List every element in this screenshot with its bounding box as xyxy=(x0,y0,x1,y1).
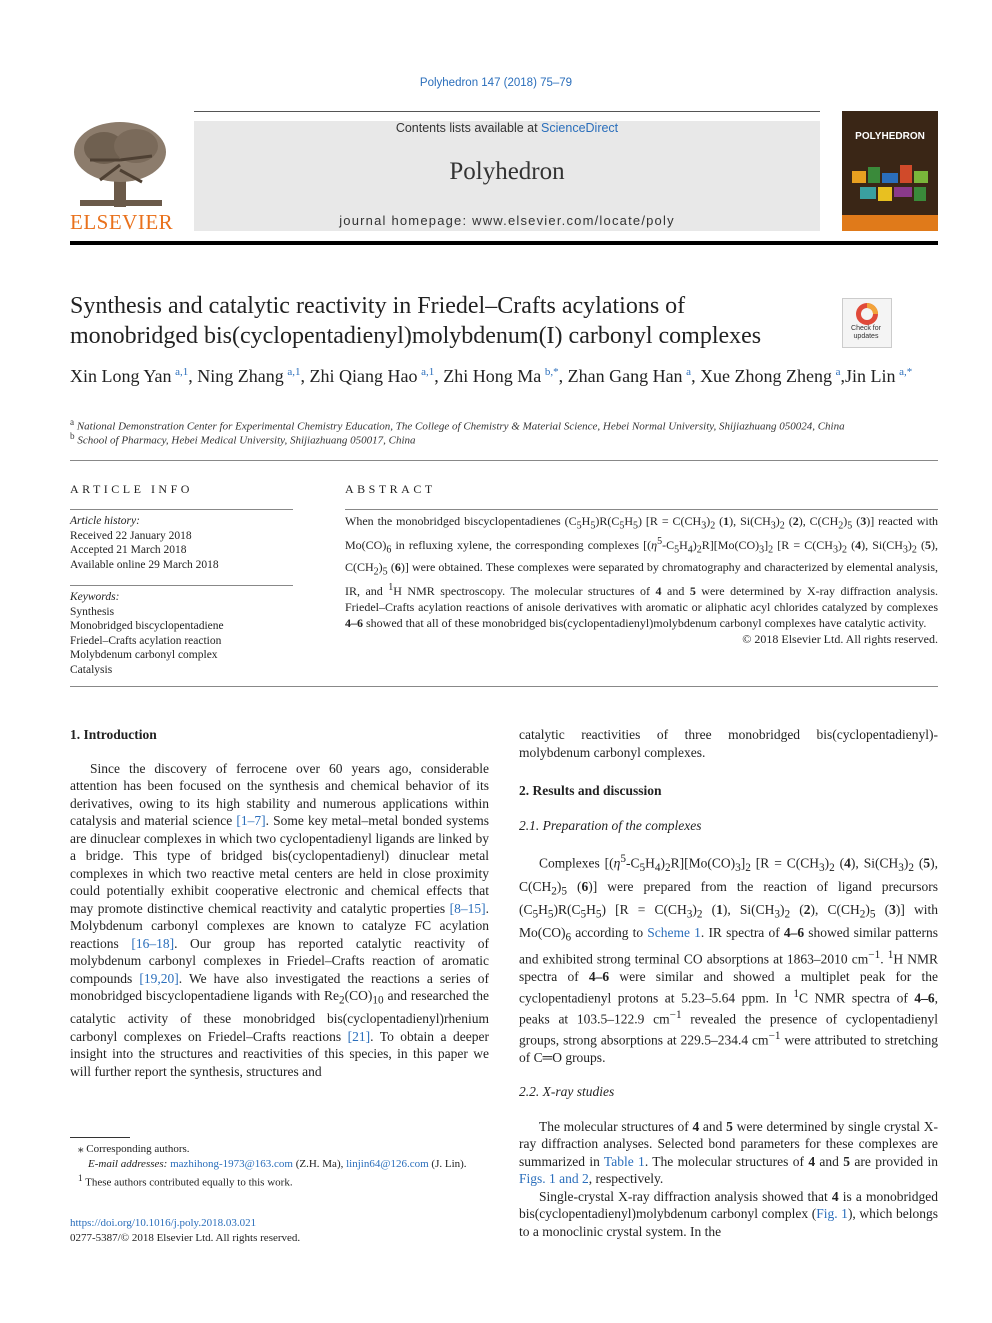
history-received: Received 22 January 2018 xyxy=(70,529,192,542)
table-link[interactable]: Table 1 xyxy=(603,1153,645,1169)
article-history xyxy=(70,514,293,572)
author-name[interactable]: Jin Lin xyxy=(845,366,896,386)
article-info-heading: ARTICLE INFO xyxy=(70,482,193,496)
author-affiliation-marker[interactable]: a,1 xyxy=(421,366,435,378)
check-updates-label: Check for updates xyxy=(851,325,881,340)
contents-line xyxy=(194,121,820,135)
doi-link[interactable]: https://doi.org/10.1016/j.poly.2018.03.021 xyxy=(70,1217,257,1229)
article-title-line1: Synthesis and catalytic reactivity in Friedel–Crafts acylations of xyxy=(70,293,686,319)
author-name[interactable]: Ning Zhang xyxy=(197,366,284,386)
author-affiliation-marker[interactable]: b,* xyxy=(544,366,559,378)
issn-line: 0277-5387/© 2018 Elsevier Ltd. All rights reserved. xyxy=(70,1231,301,1244)
affiliation-text: School of Pharmacy, Hebei Medical University, Shijiazhuang 050017, China xyxy=(77,434,416,447)
author-list xyxy=(70,361,938,388)
keywords xyxy=(70,590,293,677)
doi-block xyxy=(70,1216,489,1245)
divider xyxy=(345,509,938,510)
email-link-lin[interactable]: linjin64@126.com xyxy=(346,1157,429,1170)
intro-paragraph: Since the discovery of ferrocene over 60 years ago, considerable attention has been focused on the synthesis and chemical behavior of its derivatives, owing to its high stability and numerous applications within catalysis and material science [1–7]. Some key metal–metal bonded systems are dinuclear complexes in which two cyclopentadienyl ligands are linked by a bridge. This type of bridged bis(cyclopentadienyl) dinuclear metal complexes in which two reactive metal centers are held in close proximity could potentially exhibit cooperative electronic and chemical effects that may promote distinctive chemical reactivity and catalytic properties [8–15]. Molybdenum carbonyl complexes are known to catalyze FC acylation reactions [16–18]. Our group has reported catalytic reactivity of molybdenum carbonyl complexes in Friedel–Crafts reaction of aromatic compounds [19,20]. We have also investigated the reactions a series of monobridged biscyclopentadiene ligands with $Re_2(CO)_{10}$ and researched the catalytic activity of these monobridged bis(cyclopentadienyl)rhenium carbonyl complexes on Friedel–Crafts reactions [21]. To obtain a deeper insight into the structures and reactivities of this species, in this paper we will further report the synthesis, structures and xyxy=(70,760,489,1079)
author-separator: , xyxy=(300,366,310,386)
email-link-ma[interactable]: mazhihong-1973@163.com xyxy=(170,1157,293,1170)
email-label: E-mail addresses: xyxy=(88,1157,168,1170)
abstract-text: When the monobridged biscyclopentadienes $(C_5H_5)R(C_5H_5) [R = C(CH_3)_2$ (1), $Si(CH_3)_2$ (2), $C(CH_2)_5$ (3)] reacted with $Mo(CO)_6$ in refluxing xylene, the corresponding complexes $[(\eta^5-C_5H_4)_2R][Mo(CO)_3]_2$ [$R = C(CH_3)_2$ (4), $Si(CH_3)_2$ (5), $C(CH_2)_5$ (6)] were obtained. These complexes were separated by chromatography and characterized by elemental analysis, IR, and $^1$H NMR spectroscopy. The molecular structures of 4 and 5 were determined by X-ray diffraction analysis. Friedel–Crafts acylation reactions of anisole derivatives with aromatic or aliphatic acyl chlorides catalyzed by complexes 4–6 showed that all of these monobridged bis(cyclopentadienyl)molybdenum carbonyl complexes have catalytic activity. © 2018 Elsevier Ltd. All rights reserved. xyxy=(345,514,939,647)
history-label: Article history: xyxy=(70,515,140,527)
keyword: Molybdenum carbonyl complex xyxy=(70,649,218,661)
journal-cover-title: POLYHEDRON xyxy=(855,131,925,142)
ref-link[interactable]: [19,20] xyxy=(139,970,179,986)
affiliation-text: National Demonstration Center for Experimental Chemistry Education, The College of Chemistry & Material Science, Hebei Normal University, Shijiazhuang 050024, China xyxy=(76,420,845,433)
xray-paragraph-1: The molecular structures of 4 and 5 were determined by single crystal X-ray diffraction analyses. Selected bond parameters for these complexes are summarized in Table 1. The molecular structures of 4 and 5 are provided in Figs. 1 and 2, respectively. xyxy=(519,1118,939,1187)
xray-paragraph-2: Single-crystal X-ray diffraction analysis showed that 4 is a monobridged bis(cyclopentadienyl)molybdenum carbonyl complex (Fig. 1), which belongs to a monoclinic crystal system. In the xyxy=(519,1188,938,1239)
affiliation-marker: b xyxy=(70,431,75,441)
ref-link[interactable]: [21] xyxy=(347,1028,371,1044)
keywords-label: Keywords: xyxy=(70,591,120,603)
contents-prefix: Contents lists available at xyxy=(395,121,542,135)
author-affiliation-marker[interactable]: a,* xyxy=(899,366,913,378)
figure-link[interactable]: Fig. 1 xyxy=(816,1206,848,1222)
scheme-link[interactable]: Scheme 1 xyxy=(647,925,701,941)
copyright: © 2018 Elsevier Ltd. All rights reserved. xyxy=(742,632,938,647)
author-name[interactable]: Zhan Gang Han xyxy=(567,366,683,386)
affiliation-marker: a xyxy=(70,417,75,427)
check-updates-icon xyxy=(843,299,891,327)
ref-link[interactable]: [8–15] xyxy=(449,900,486,916)
abstract-heading: ABSTRACT xyxy=(345,482,436,496)
intro-continuation: catalytic reactivities of three monobridged bis(cyclopentadienyl)-molybdenum carbonyl complexes. xyxy=(519,727,938,760)
author-separator: , xyxy=(691,366,701,386)
divider xyxy=(70,509,293,510)
keyword: Catalysis xyxy=(70,663,113,676)
keyword: Monobridged biscyclopentadiene xyxy=(70,620,224,632)
left-column xyxy=(70,726,489,1080)
sciencedirect-link[interactable]: ScienceDirect xyxy=(541,121,619,135)
author-affiliation-marker[interactable]: a xyxy=(686,366,692,378)
header-top-rule xyxy=(194,111,820,112)
footnotes xyxy=(70,1142,489,1190)
equal-note: $^1$ These authors contributed equally to this work. xyxy=(78,1173,293,1189)
right-column xyxy=(519,726,938,1240)
affiliation-b xyxy=(70,431,938,447)
article-title-line2: monobridged bis(cyclopentadienyl)molybdenum(I) carbonyl complexes xyxy=(70,323,762,349)
corresponding-note: ⁎ Corresponding authors. xyxy=(78,1143,190,1155)
author-name[interactable]: Xue Zhong Zheng xyxy=(700,366,833,386)
author-separator: , xyxy=(558,366,568,386)
ref-link[interactable]: [16–18] xyxy=(131,935,175,951)
preparation-paragraph: Complexes $[(\eta^5-C_5H_4)_2R][Mo(CO)_3]_2$ [$R = C(CH_3)_2$ (4), $Si(CH_3)_2$ (5), $C(CH_2)_5$ (6)] were prepared from the reaction of ligand precursors $(C_5H_5)R(C_5H_5) [R = C(CH_3)_2$ (1), $Si(CH_3)_2$ (2), $C(CH_2)_5$ (3)] with $Mo(CO)_6$ according to Scheme 1. IR spectra of 4–6 showed similar patterns and exhibited strong terminal CO absorptions at 1863–2010 $cm^{-1}$. $^1$H NMR spectra of 4–6 were similar and showed a multiplet peak for the cyclopentadienyl protons at 5.23–5.64 ppm. In $^1$C NMR spectra of 4–6, peaks at 103.5–122.9 $cm^{-1}$ revealed the presence of cyclopentadienyl groups, strong absorptions at 229.5–234.4 $cm^{-1}$ were attributed to stretching of C═O groups. xyxy=(519,853,939,1065)
section-title-introduction: 1. Introduction xyxy=(70,727,157,742)
figure-link[interactable]: Figs. 1 and 2 xyxy=(519,1171,589,1187)
email-owner: (J. Lin). xyxy=(431,1157,467,1170)
author-affiliation-marker[interactable]: a xyxy=(835,366,841,378)
header-thick-rule xyxy=(70,241,938,245)
subsection-title-preparation: 2.1. Preparation of the complexes xyxy=(519,817,702,833)
subsection-title-xray: 2.2. X-ray studies xyxy=(519,1084,615,1100)
journal-reference[interactable]: Polyhedron 147 (2018) 75–79 xyxy=(419,77,573,89)
section-title-results: 2. Results and discussion xyxy=(519,783,662,798)
journal-title: Polyhedron xyxy=(449,158,565,185)
author-separator: , xyxy=(840,366,846,386)
footnote-rule xyxy=(70,1137,130,1138)
author-affiliation-marker[interactable]: a,1 xyxy=(175,366,189,378)
history-online: Available online 29 March 2018 xyxy=(70,558,219,571)
elsevier-wordmark: ELSEVIER xyxy=(70,210,174,234)
divider xyxy=(70,686,938,687)
journal-cover-image xyxy=(842,111,938,231)
ref-link[interactable]: [1–7] xyxy=(236,813,266,828)
author-separator: , xyxy=(188,366,198,386)
journal-homepage[interactable]: journal homepage: www.elsevier.com/locate/poly xyxy=(339,213,675,228)
keyword: Friedel–Crafts acylation reaction xyxy=(70,634,222,647)
history-accepted: Accepted 21 March 2018 xyxy=(70,544,187,556)
article-title xyxy=(70,291,830,351)
keyword: Synthesis xyxy=(70,605,115,618)
divider xyxy=(70,585,293,586)
author-separator: , xyxy=(434,366,444,386)
author-name[interactable]: Zhi Hong Ma xyxy=(443,366,542,386)
corresponding-text: Corresponding authors. xyxy=(86,1143,190,1155)
author-name[interactable]: Xin Long Yan xyxy=(70,366,172,386)
divider xyxy=(70,460,938,461)
author-affiliation-marker[interactable]: a,1 xyxy=(287,366,301,378)
author-name[interactable]: Zhi Qiang Hao xyxy=(309,366,418,386)
email-note xyxy=(70,1157,489,1172)
equal-text: These authors contributed equally to this work. xyxy=(85,1176,293,1189)
email-owner: (Z.H. Ma), xyxy=(295,1157,344,1170)
